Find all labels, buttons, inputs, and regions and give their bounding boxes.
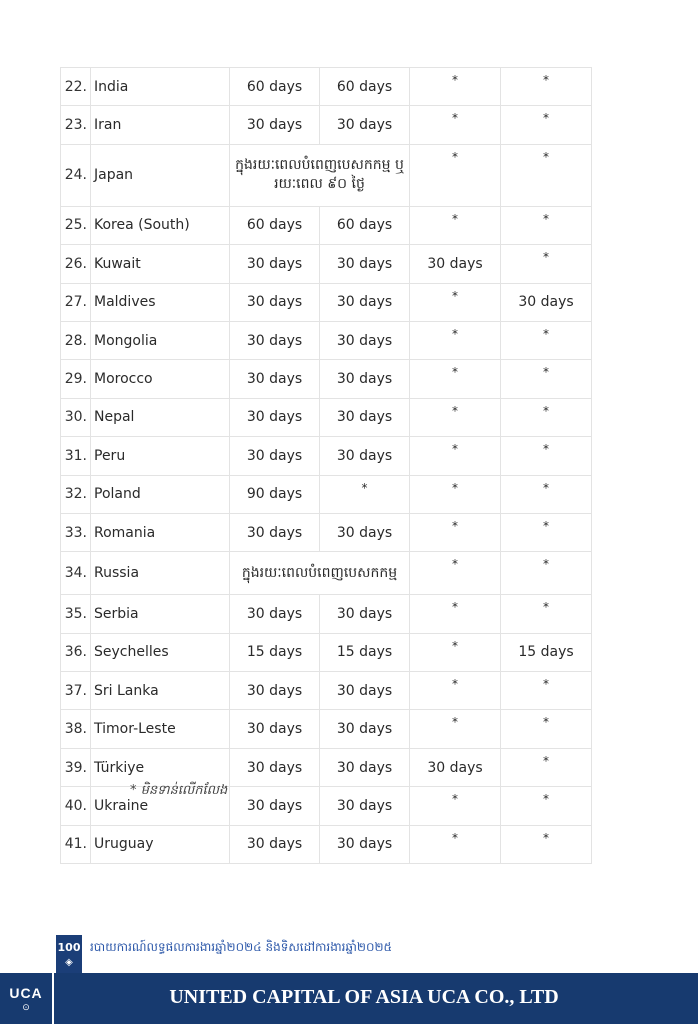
- country-name: Korea (South): [91, 206, 230, 244]
- row-number: 29.: [61, 360, 91, 398]
- duration-col-3: *: [410, 595, 501, 633]
- duration-col-3: *: [410, 68, 501, 106]
- table-row: [61, 552, 592, 595]
- duration-col-3: *: [410, 672, 501, 710]
- table-row: [61, 321, 592, 359]
- duration-col-4: *: [501, 787, 592, 825]
- table-row: [61, 144, 592, 206]
- table-row: [61, 595, 592, 633]
- duration-col-1: 30 days: [230, 595, 320, 633]
- row-number: 32.: [61, 475, 91, 513]
- logo-mark-icon: ⊙: [22, 1002, 30, 1012]
- duration-col-2: 30 days: [320, 360, 410, 398]
- duration-col-1: 30 days: [230, 245, 320, 283]
- row-number: 28.: [61, 321, 91, 359]
- duration-col-4: *: [501, 321, 592, 359]
- table-row: [61, 68, 592, 106]
- duration-col-4: *: [501, 475, 592, 513]
- duration-col-1: 30 days: [230, 437, 320, 475]
- country-name: Kuwait: [91, 245, 230, 283]
- footer-bar: [0, 973, 698, 1024]
- row-number: 37.: [61, 672, 91, 710]
- duration-col-1: 30 days: [230, 106, 320, 144]
- country-name: Serbia: [91, 595, 230, 633]
- duration-col-4: 30 days: [501, 283, 592, 321]
- duration-col-2: 30 days: [320, 106, 410, 144]
- duration-col-4: *: [501, 360, 592, 398]
- row-number: 35.: [61, 595, 91, 633]
- table-row: [61, 513, 592, 551]
- country-name: Ukraine: [91, 787, 230, 825]
- logo-text: UCA: [9, 985, 43, 1001]
- duration-col-2: 30 days: [320, 321, 410, 359]
- duration-merged-cell: ក្នុងរយៈពេលបំពេញបេសកកម្ម ឬ រយៈពេល ៩០ ថ្ងៃ: [230, 144, 410, 206]
- country-name: Morocco: [91, 360, 230, 398]
- country-name: Peru: [91, 437, 230, 475]
- duration-col-1: 30 days: [230, 748, 320, 786]
- duration-col-4: *: [501, 513, 592, 551]
- duration-col-3: *: [410, 552, 501, 595]
- country-name: Seychelles: [91, 633, 230, 671]
- duration-col-2: 30 days: [320, 825, 410, 863]
- duration-col-1: 30 days: [230, 825, 320, 863]
- table-row: [61, 360, 592, 398]
- duration-col-1: 30 days: [230, 672, 320, 710]
- country-name: Russia: [91, 552, 230, 595]
- table-row: [61, 206, 592, 244]
- row-number: 33.: [61, 513, 91, 551]
- duration-col-3: *: [410, 398, 501, 436]
- duration-col-4: *: [501, 552, 592, 595]
- page-number-badge: [56, 935, 82, 973]
- duration-col-2: 30 days: [320, 513, 410, 551]
- duration-col-3: *: [410, 710, 501, 748]
- row-number: 31.: [61, 437, 91, 475]
- duration-col-2: 30 days: [320, 672, 410, 710]
- duration-col-4: *: [501, 748, 592, 786]
- duration-col-3: 30 days: [410, 245, 501, 283]
- duration-col-2: 30 days: [320, 245, 410, 283]
- table-row: [61, 748, 592, 786]
- duration-merged-cell: ក្នុងរយៈពេលបំពេញបេសកកម្ម: [230, 552, 410, 595]
- footnote: * មិនទាន់លើកលែង: [130, 783, 228, 798]
- emblem-icon: ◈: [65, 957, 73, 968]
- duration-col-1: 60 days: [230, 206, 320, 244]
- duration-col-2: 30 days: [320, 710, 410, 748]
- duration-col-2: 30 days: [320, 787, 410, 825]
- country-name: Türkiye: [91, 748, 230, 786]
- country-name: Timor-Leste: [91, 710, 230, 748]
- duration-col-4: *: [501, 68, 592, 106]
- duration-col-2: 30 days: [320, 398, 410, 436]
- table-body: [61, 68, 592, 864]
- duration-col-3: *: [410, 825, 501, 863]
- country-name: India: [91, 68, 230, 106]
- country-name: Iran: [91, 106, 230, 144]
- duration-col-4: *: [501, 672, 592, 710]
- country-name: Nepal: [91, 398, 230, 436]
- visa-exemption-table: [60, 67, 592, 864]
- table-row: [61, 825, 592, 863]
- duration-col-4: *: [501, 144, 592, 206]
- duration-col-1: 60 days: [230, 68, 320, 106]
- duration-col-3: *: [410, 360, 501, 398]
- row-number: 41.: [61, 825, 91, 863]
- duration-col-4: *: [501, 398, 592, 436]
- duration-col-3: *: [410, 283, 501, 321]
- duration-col-1: 30 days: [230, 513, 320, 551]
- row-number: 39.: [61, 748, 91, 786]
- duration-col-1: 15 days: [230, 633, 320, 671]
- duration-col-3: *: [410, 106, 501, 144]
- duration-col-4: *: [501, 106, 592, 144]
- duration-col-1: 90 days: [230, 475, 320, 513]
- country-name: Mongolia: [91, 321, 230, 359]
- duration-col-2: 30 days: [320, 595, 410, 633]
- table-row: [61, 245, 592, 283]
- duration-col-3: *: [410, 321, 501, 359]
- table-row: [61, 398, 592, 436]
- row-number: 34.: [61, 552, 91, 595]
- row-number: 40.: [61, 787, 91, 825]
- row-number: 22.: [61, 68, 91, 106]
- duration-col-1: 30 days: [230, 360, 320, 398]
- duration-col-2: 30 days: [320, 437, 410, 475]
- duration-col-2: 15 days: [320, 633, 410, 671]
- duration-col-2: 60 days: [320, 206, 410, 244]
- row-number: 25.: [61, 206, 91, 244]
- duration-col-4: *: [501, 437, 592, 475]
- row-number: 27.: [61, 283, 91, 321]
- country-name: Maldives: [91, 283, 230, 321]
- duration-col-3: *: [410, 633, 501, 671]
- duration-col-4: *: [501, 245, 592, 283]
- row-number: 30.: [61, 398, 91, 436]
- table-row: [61, 710, 592, 748]
- table-row: [61, 437, 592, 475]
- duration-col-3: *: [410, 206, 501, 244]
- duration-col-2: *: [320, 475, 410, 513]
- company-name: UNITED CAPITAL OF ASIA UCA CO., LTD: [169, 986, 559, 1008]
- country-name: Romania: [91, 513, 230, 551]
- row-number: 23.: [61, 106, 91, 144]
- country-name: Poland: [91, 475, 230, 513]
- country-name: Uruguay: [91, 825, 230, 863]
- duration-col-2: 30 days: [320, 283, 410, 321]
- table-row: [61, 106, 592, 144]
- duration-col-2: 60 days: [320, 68, 410, 106]
- duration-col-4: *: [501, 206, 592, 244]
- row-number: 24.: [61, 144, 91, 206]
- duration-col-4: 15 days: [501, 633, 592, 671]
- page-number: 100: [57, 941, 81, 954]
- row-number: 36.: [61, 633, 91, 671]
- duration-col-3: 30 days: [410, 748, 501, 786]
- country-name: Sri Lanka: [91, 672, 230, 710]
- duration-col-1: 30 days: [230, 321, 320, 359]
- duration-col-1: 30 days: [230, 398, 320, 436]
- table-row: [61, 672, 592, 710]
- table-row: [61, 633, 592, 671]
- duration-col-1: 30 days: [230, 710, 320, 748]
- duration-col-3: *: [410, 144, 501, 206]
- duration-col-4: *: [501, 595, 592, 633]
- duration-col-3: *: [410, 513, 501, 551]
- duration-col-3: *: [410, 787, 501, 825]
- table-row: [61, 283, 592, 321]
- duration-col-4: *: [501, 825, 592, 863]
- duration-col-3: *: [410, 437, 501, 475]
- duration-col-2: 30 days: [320, 748, 410, 786]
- row-number: 26.: [61, 245, 91, 283]
- table-row: [61, 475, 592, 513]
- duration-col-3: *: [410, 475, 501, 513]
- country-name: Japan: [91, 144, 230, 206]
- duration-col-4: *: [501, 710, 592, 748]
- page-running-title: របាយការណ៍លទ្ធផលការងារឆ្នាំ២០២៤ និងទិសដៅការងារឆ្នាំ២០២៥: [90, 940, 393, 954]
- duration-col-1: 30 days: [230, 283, 320, 321]
- duration-col-1: 30 days: [230, 787, 320, 825]
- row-number: 38.: [61, 710, 91, 748]
